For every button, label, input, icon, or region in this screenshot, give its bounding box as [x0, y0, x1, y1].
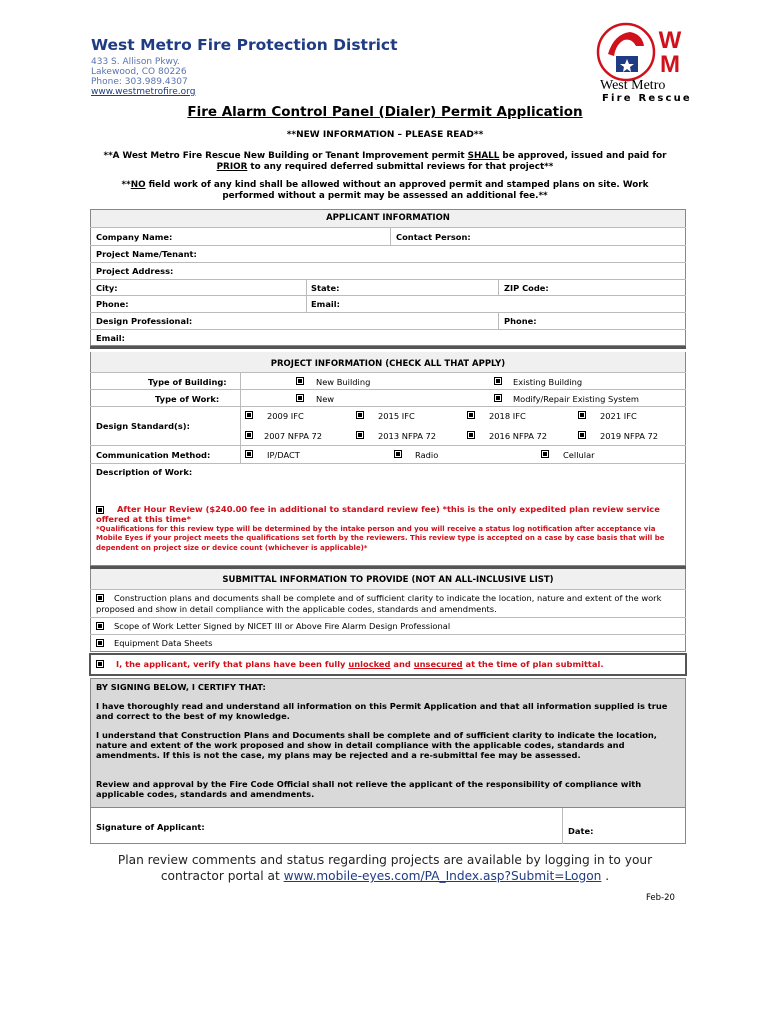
existing-building-checkbox[interactable]	[494, 377, 502, 385]
company-name-label: Company Name:	[96, 232, 173, 242]
std-2015-ifc-checkbox[interactable]	[356, 411, 364, 419]
project-header: PROJECT INFORMATION (CHECK ALL THAT APPLY)	[91, 352, 685, 372]
document-title: Fire Alarm Control Panel (Dialer) Permit Application	[187, 104, 583, 120]
std-2007-nfpa-checkbox[interactable]	[245, 431, 253, 439]
date-label: Date:	[568, 826, 594, 836]
ip-dact-label: IP/DACT	[267, 450, 300, 460]
std-2013-nfpa-checkbox[interactable]	[356, 431, 364, 439]
org-name: West Metro Fire Protection District	[91, 36, 398, 54]
design-professional-phone-label: Phone:	[504, 316, 537, 326]
city-label: City:	[96, 283, 118, 293]
certify-paragraph-3: Review and approval by the Fire Code Official shall not relieve the applicant of the responsibility of compliance with applicable codes, standards and amendments.	[96, 779, 642, 799]
logo-text-west-metro: West Metro	[600, 78, 666, 93]
radio-checkbox[interactable]	[394, 450, 402, 458]
verify-unlocked-checkbox[interactable]	[96, 660, 104, 668]
construction-plans-text: Construction plans and documents shall be complete and of sufficient clarity to indicate the location, nature and extent of the work proposed and show in detail compliance with the applicable codes, standards and amendments.	[96, 593, 662, 614]
equipment-data-checkbox[interactable]	[96, 639, 104, 647]
std-2013-nfpa-label: 2013 NFPA 72	[378, 431, 437, 441]
after-hour-review-text: After Hour Review ($240.00 fee in additional to standard review fee) *this is the only expedited plan review service offered at this time*	[96, 504, 660, 524]
project-name-label: Project Name/Tenant:	[96, 249, 197, 259]
std-2019-nfpa-label: 2019 NFPA 72	[600, 431, 659, 441]
std-2021-ifc-label: 2021 IFC	[600, 411, 637, 421]
project-address-label: Project Address:	[96, 266, 174, 276]
mobile-eyes-link[interactable]: www.mobile-eyes.com/PA_Index.asp?Submit=Logon	[283, 869, 602, 883]
notice-heading: **NEW INFORMATION – PLEASE READ**	[286, 130, 484, 140]
std-2018-ifc-label: 2018 IFC	[489, 411, 526, 421]
std-2009-ifc-checkbox[interactable]	[245, 411, 253, 419]
certify-paragraph-2: I understand that Construction Plans and Documents shall be complete and of sufficient clarity to indicate the location, nature and extent of the work proposed and show in detail compliance with the applicable codes, standards and amendments. If this is not the case, my plans may be rejected and a re-submittal fee may be assessed.	[96, 730, 657, 760]
design-professional-email-label: Email:	[96, 333, 125, 343]
zip-code-label: ZIP Code:	[504, 283, 549, 293]
ip-dact-checkbox[interactable]	[245, 450, 253, 458]
equipment-data-text: Equipment Data Sheets	[114, 638, 213, 648]
new-work-checkbox[interactable]	[296, 394, 304, 402]
footer-note: Plan review comments and status regarding projects are available by logging in to your contractor portal at www.mobile-eyes.com/PA_Index.asp?Submit=Logon .	[117, 853, 653, 883]
version-label: Feb-20	[646, 893, 675, 903]
after-hour-qualifications-text: *Qualifications for this review type will be determined by the intake person and you will receive a status log notification after acceptance via Mobile Eyes if your project meets the qualifications set forth by the reviewers. This review type is accepted on a case by case basis that will be dependent on project size or device count (whichever is applicable)*	[96, 525, 665, 552]
svg-text:M: M	[660, 51, 680, 78]
phone-label: Phone:	[96, 299, 129, 309]
radio-label: Radio	[415, 450, 439, 460]
cellular-label: Cellular	[563, 450, 595, 460]
modify-repair-label: Modify/Repair Existing System	[513, 394, 639, 404]
scope-letter-checkbox[interactable]	[96, 622, 104, 630]
std-2007-nfpa-label: 2007 NFPA 72	[264, 431, 323, 441]
email-label: Email:	[311, 299, 340, 309]
cellular-checkbox[interactable]	[541, 450, 549, 458]
applicant-header: APPLICANT INFORMATION	[91, 210, 685, 227]
submittal-header: SUBMITTAL INFORMATION TO PROVIDE (NOT AN ALL-INCLUSIVE LIST)	[91, 569, 685, 589]
signature-label: Signature of Applicant:	[96, 822, 205, 832]
notice-paragraph-1: **A West Metro Fire Rescue New Building or Tenant Improvement permit SHALL be approved, issued and paid for PRIOR to any required deferred submittal reviews for that project**	[103, 151, 667, 172]
scope-letter-text: Scope of Work Letter Signed by NICET III or Above Fire Alarm Design Professional	[114, 621, 451, 631]
notice-paragraph-2: **NO field work of any kind shall be allowed without an approved permit and stamped plans on site. Work performed without a permit may be assessed an additional fee.**	[121, 180, 649, 201]
std-2019-nfpa-checkbox[interactable]	[578, 431, 586, 439]
std-2009-ifc-label: 2009 IFC	[267, 411, 304, 421]
design-professional-label: Design Professional:	[96, 316, 193, 326]
svg-text:W: W	[658, 27, 682, 54]
verify-unlocked-text: I, the applicant, verify that plans have been fully unlocked and unsecured at the time of plan submittal.	[116, 659, 604, 669]
std-2016-nfpa-label: 2016 NFPA 72	[489, 431, 548, 441]
type-of-building-label: Type of Building:	[148, 377, 227, 387]
existing-building-label: Existing Building	[513, 377, 583, 387]
org-phone: Phone: 303.989.4307	[91, 77, 188, 87]
std-2015-ifc-label: 2015 IFC	[378, 411, 415, 421]
logo-text-fire-rescue: Fire Rescue	[602, 93, 692, 104]
org-address-line1: 433 S. Allison Pkwy.	[91, 57, 180, 67]
org-website-link[interactable]: www.westmetrofire.org	[91, 87, 196, 97]
std-2021-ifc-checkbox[interactable]	[578, 411, 586, 419]
description-of-work-label: Description of Work:	[96, 467, 193, 477]
design-standards-label: Design Standard(s):	[96, 421, 190, 431]
certify-heading: BY SIGNING BELOW, I CERTIFY THAT:	[96, 682, 266, 692]
org-address-line2: Lakewood, CO 80226	[91, 67, 187, 77]
modify-repair-checkbox[interactable]	[494, 394, 502, 402]
new-building-checkbox[interactable]	[296, 377, 304, 385]
std-2016-nfpa-checkbox[interactable]	[467, 431, 475, 439]
std-2018-ifc-checkbox[interactable]	[467, 411, 475, 419]
state-label: State:	[311, 283, 340, 293]
new-building-label: New Building	[316, 377, 371, 387]
communication-method-label: Communication Method:	[96, 450, 211, 460]
certify-paragraph-1: I have thoroughly read and understand all information on this Permit Application and that all information supplied is true and correct to the best of my knowledge.	[96, 701, 668, 721]
contact-person-label: Contact Person:	[396, 232, 471, 242]
new-work-label: New	[316, 394, 335, 404]
type-of-work-label: Type of Work:	[155, 394, 220, 404]
